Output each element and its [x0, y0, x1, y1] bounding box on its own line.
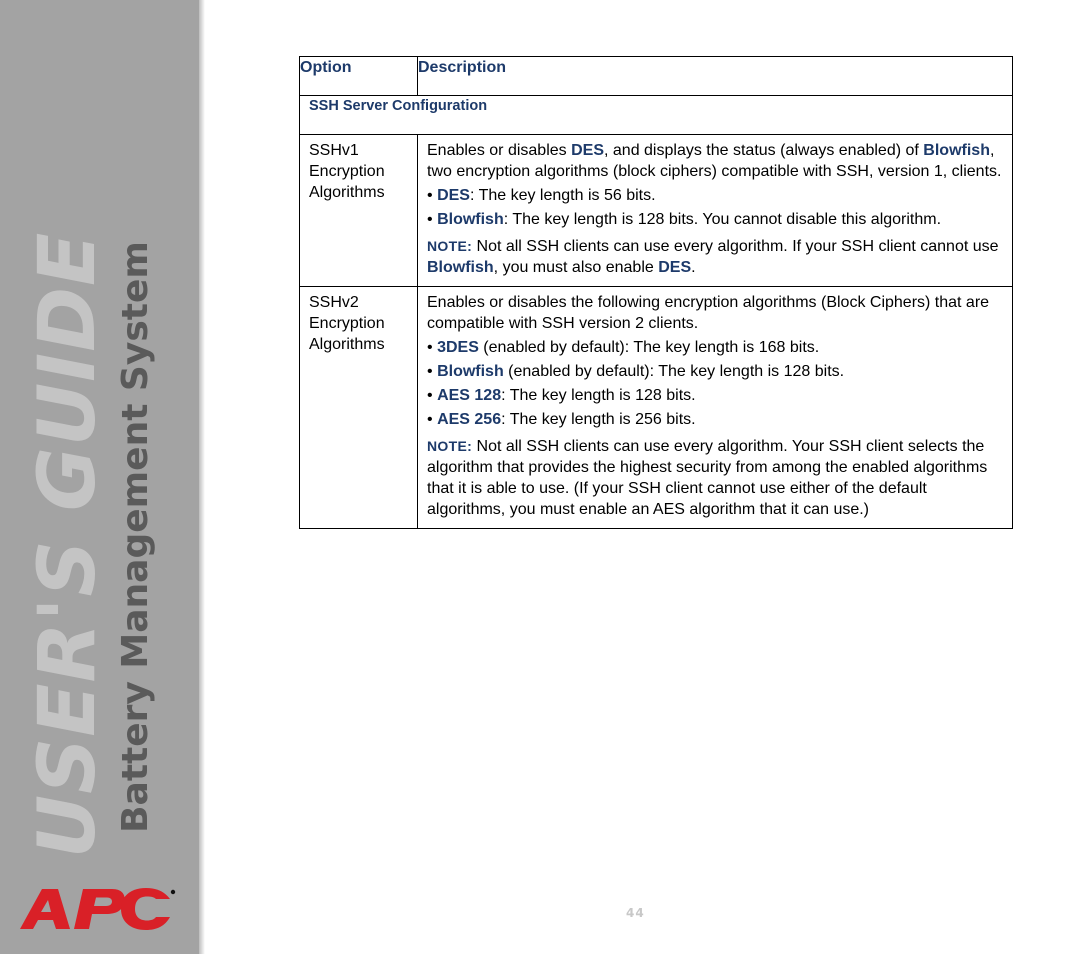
- option-label-line: Encryption: [309, 315, 385, 332]
- bullet-marker: •: [427, 211, 433, 228]
- table-header-row: [300, 57, 1013, 96]
- note-text: .: [691, 259, 696, 276]
- description-cell: [418, 287, 1013, 529]
- bullet-text: : The key length is 256 bits.: [501, 411, 696, 428]
- bullet-item: [427, 209, 1006, 230]
- header-description: Description: [418, 57, 1013, 96]
- section-title: SSH Server Configuration: [300, 96, 1013, 135]
- note-paragraph: [427, 436, 1006, 520]
- description-text: [427, 140, 1006, 182]
- bullet-marker: •: [427, 387, 433, 404]
- bullet-text: : The key length is 56 bits.: [469, 187, 656, 204]
- bullet-item: [427, 185, 1006, 206]
- sidebar-shadow: [199, 0, 205, 954]
- description-text: [427, 292, 1006, 334]
- guide-subtitle: Battery Management System: [115, 241, 156, 833]
- text-segment: , two encryption algorithms (block ciphers) compatible with SSH, version 1, clients.: [427, 142, 1002, 180]
- header-option: Option: [300, 57, 418, 96]
- table-row: [300, 135, 1013, 287]
- note-label: NOTE:: [427, 238, 473, 254]
- algorithm-name: AES 256: [437, 411, 502, 428]
- guide-title: USER'S GUIDE: [23, 231, 113, 859]
- note-paragraph: [427, 236, 1006, 278]
- algorithm-name: DES: [658, 259, 692, 276]
- algorithm-name: 3DES: [437, 339, 479, 356]
- bullet-marker: •: [427, 339, 433, 356]
- option-label-line: SSHv2: [309, 294, 359, 311]
- text-segment: Enables or disables the following encryption algorithms (Block Ciphers) that are compatible with SSH version 2 clients.: [427, 294, 990, 332]
- page-number: 44: [626, 906, 645, 920]
- option-label-line: Encryption: [309, 163, 385, 180]
- bullet-text: (enabled by default): The key length is 128 bits.: [503, 363, 845, 380]
- description-cell: [418, 135, 1013, 287]
- algorithm-name: Blowfish: [427, 259, 494, 276]
- bullet-item: [427, 337, 1006, 358]
- note-text: Not all SSH clients can use every algorithm. Your SSH client selects the algorithm that provides the highest security from among the enabled algorithms that it is able to use. (If your SSH client cannot use either of the default algorithms, you must enable an AES algorithm that it can use.): [427, 438, 988, 518]
- bullet-item: [427, 409, 1006, 430]
- option-cell: [300, 135, 418, 287]
- algorithm-name: Blowfish: [923, 142, 990, 159]
- bullet-marker: •: [427, 187, 433, 204]
- option-label-line: Algorithms: [309, 336, 385, 353]
- note-text: , you must also enable: [493, 259, 659, 276]
- section-row: [300, 96, 1013, 135]
- algorithm-name: DES: [571, 142, 604, 159]
- option-label-line: Algorithms: [309, 184, 385, 201]
- bullet-marker: •: [427, 363, 433, 380]
- bullet-item: [427, 361, 1006, 382]
- option-label-line: SSHv1: [309, 142, 359, 159]
- ssh-options-table: [299, 56, 1013, 529]
- table-row: [300, 287, 1013, 529]
- apc-logo: [18, 885, 178, 935]
- bullet-text: (enabled by default): The key length is 168 bits.: [478, 339, 820, 356]
- algorithm-name: AES 128: [437, 387, 502, 404]
- text-segment: , and displays the status (always enabled) of: [604, 142, 924, 159]
- algorithm-name: Blowfish: [437, 363, 504, 380]
- bullet-marker: •: [427, 411, 433, 428]
- algorithm-name: Blowfish: [437, 211, 504, 228]
- note-label: NOTE:: [427, 438, 473, 454]
- bullet-item: [427, 385, 1006, 406]
- note-text: Not all SSH clients can use every algorithm. If your SSH client cannot use: [472, 238, 999, 255]
- sidebar: [0, 0, 199, 954]
- option-cell: [300, 287, 418, 529]
- algorithm-name: DES: [437, 187, 470, 204]
- bullet-text: : The key length is 128 bits. You cannot disable this algorithm.: [503, 211, 942, 228]
- bullet-text: : The key length is 128 bits.: [501, 387, 696, 404]
- text-segment: Enables or disables: [427, 142, 572, 159]
